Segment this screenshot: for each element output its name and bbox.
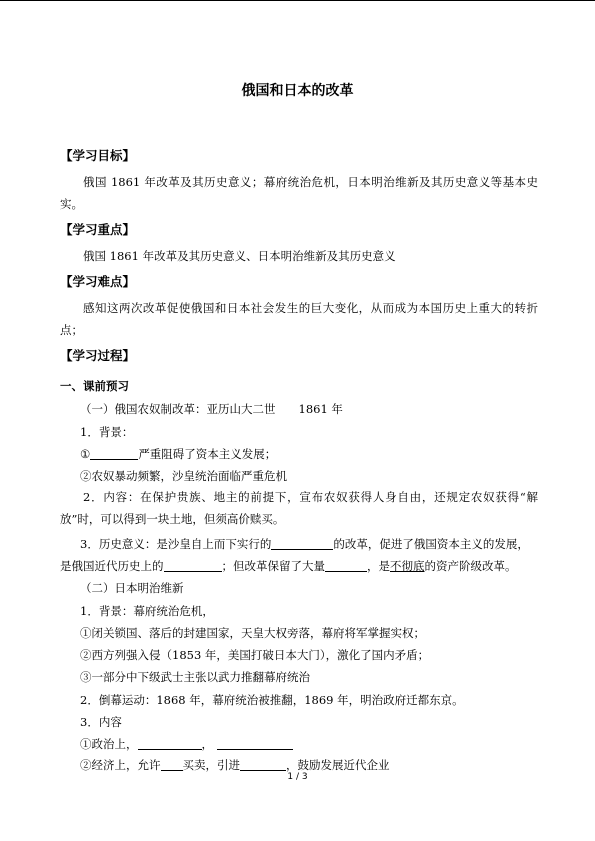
russia-significance-line2: [60, 558, 517, 574]
fill-blank[interactable]: [90, 447, 138, 460]
japan-politics: [80, 736, 293, 752]
russia-sig-text: 3．历史意义：是沙皇自上而下实行的: [80, 537, 272, 551]
japan-bg: 1．背景：幕府统治危机，: [80, 604, 214, 618]
russia-significance-line1: [80, 536, 529, 552]
goals-heading: 【学习目标】: [60, 148, 136, 163]
fill-blank[interactable]: [164, 559, 222, 572]
fill-blank[interactable]: [138, 737, 202, 750]
russia-content: 2．内容：在保护贵族、地主的前提下，宣布农奴获得人身自由，还规定农奴获得“解放”时，可以得到一块土地，但须高价赎买。: [60, 490, 538, 526]
japan-economy-end: ，鼓励发展近代企业: [286, 758, 390, 772]
russia-bg-label: 1．背景：: [80, 425, 134, 439]
russia-bg-item1-prefix: ①: [80, 447, 91, 461]
russia-sig-text: 是俄国近代历史上的: [60, 559, 164, 573]
russia-bg-item1: [80, 446, 276, 462]
fill-blank[interactable]: [161, 758, 183, 771]
japan-economy-prefix: ②经济上，允许: [80, 758, 161, 772]
russia-sig-text: 的资产阶级改革。: [424, 559, 517, 573]
russia-sig-text: ；但改革保留了大量: [221, 559, 325, 573]
japan-bg-item2: ②西方列强入侵（1853 年，美国打破日本大门），激化了国内矛盾；: [80, 648, 430, 662]
japan-bg-item1: ①闭关锁国、落后的封建国家，天皇大权旁落，幕府将军掌握实权；: [80, 626, 425, 640]
japan-economy-mid: 买卖，引进: [182, 758, 240, 772]
goals-text: 俄国 1861 年改革及其历史意义；幕府统治危机，日本明治维新及其历史意义等基本史实。: [60, 175, 538, 211]
japan-politics-prefix: ①政治上，: [80, 737, 138, 751]
japan-heading: （二）日本明治维新: [80, 581, 184, 595]
fill-blank[interactable]: [271, 537, 333, 550]
fill-blank[interactable]: [325, 559, 367, 572]
fill-blank[interactable]: [240, 758, 286, 771]
russia-sig-underlined: 不彻底: [390, 559, 425, 573]
key-points-heading: 【学习重点】: [60, 222, 136, 237]
japan-content-label: 3．内容: [80, 715, 122, 729]
difficulties-heading: 【学习难点】: [60, 274, 136, 289]
japan-economy: [80, 757, 390, 773]
difficulties-text: 感知这两次改革促使俄国和日本社会发生的巨大变化，从而成为本国历史上重大的转折点；: [60, 301, 538, 337]
page-title: 俄国和日本的改革: [241, 83, 354, 99]
page-number: 1 / 3: [287, 772, 308, 782]
japan-bg-item3: ③一部分中下级武士主张以武力推翻幕府统治: [80, 670, 310, 684]
japan-politics-sep: ，: [201, 737, 213, 751]
russia-bg-item2: ②农奴暴动频繁，沙皇统治面临严重危机: [80, 469, 287, 483]
process-heading: 【学习过程】: [60, 348, 136, 363]
russia-sig-text: 的改革，促进了俄国资本主义的发展，: [333, 537, 529, 551]
russia-heading: （一）俄国农奴制改革：亚历山大二世 1861 年: [80, 402, 343, 416]
russia-sig-text: ，是: [367, 559, 390, 573]
key-points-text: 俄国 1861 年改革及其历史意义、日本明治维新及其历史意义: [83, 249, 396, 263]
preview-heading: 一、课前预习: [60, 379, 129, 393]
russia-bg-item1-suffix: 严重阻碍了资本主义发展；: [138, 447, 277, 461]
japan-overthrow: 2．倒幕运动：1868 年，幕府统治被推翻，1869 年，明治政府迁都东京。: [80, 693, 464, 707]
fill-blank[interactable]: [217, 737, 293, 750]
